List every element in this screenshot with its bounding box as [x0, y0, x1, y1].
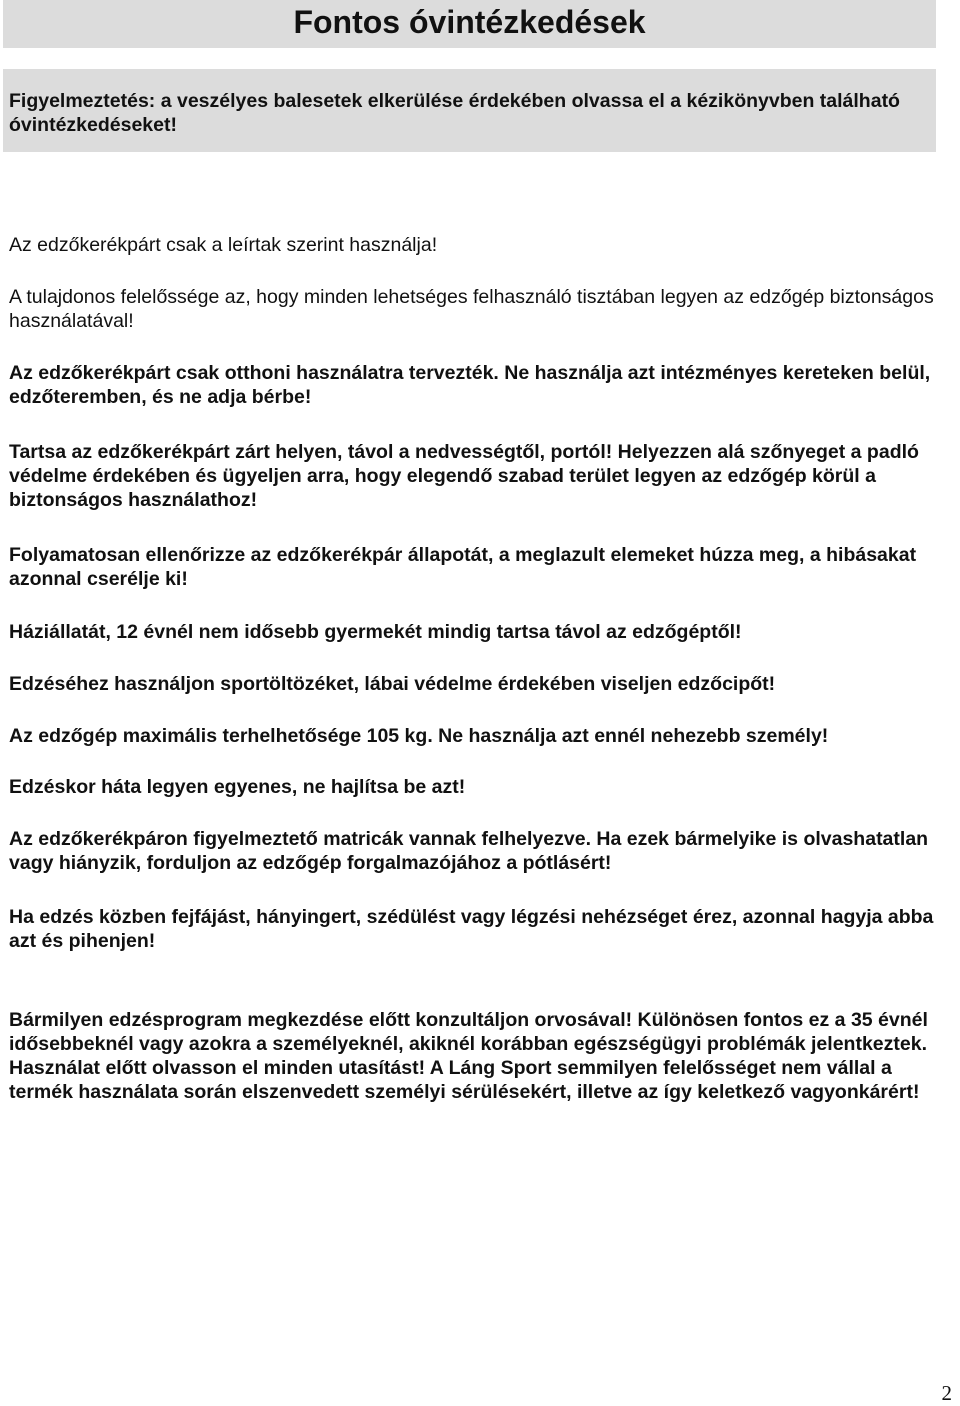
warning-banner — [3, 69, 936, 152]
paragraph-usage-instructions: Az edzőkerékpárt csak a leírtak szerint használja! — [9, 234, 438, 256]
paragraph-sportswear: Edzéséhez használjon sportöltözéket, lábai védelme érdekében viseljen edzőcipőt! — [9, 673, 776, 695]
paragraph-home-use-only: Az edzőkerékpárt csak otthoni használatra tervezték. Ne használja azt intézményes kereteken belül, edzőteremben, és ne adja bérbe! — [9, 362, 931, 408]
page-title: Fontos óvintézkedések — [293, 4, 646, 40]
paragraph-owner-responsibility: A tulajdonos felelőssége az, hogy minden lehetséges felhasználó tisztában legyen az edzőgép biztonságos használatával! — [9, 286, 934, 332]
paragraph-max-load: Az edzőgép maximális terhelhetősége 105 kg. Ne használja azt ennél nehezebb személy! — [9, 725, 829, 747]
warning-text: Figyelmeztetés: a veszélyes balesetek elkerülése érdekében olvassa el a kézikönyvben található óvintézkedéseket! — [9, 90, 900, 136]
title-banner — [3, 0, 936, 48]
paragraph-inspection: Folyamatosan ellenőrizze az edzőkerékpár állapotát, a meglazult elemeket húzza meg, a hibásakat azonnal cserélje ki! — [9, 544, 917, 590]
paragraph-warning-stickers: Az edzőkerékpáron figyelmeztető matricák vannak felhelyezve. Ha ezek bármelyike is olvashatatlan vagy hiányzik, forduljon az edzőgép forgalmazójához a pótlásért! — [9, 828, 929, 874]
page-number: 2 — [941, 1381, 952, 1405]
paragraph-stop-exercising: Ha edzés közben fejfájást, hányingert, szédülést vagy légzési nehézséget érez, azonnal hagyja abba azt és pihenjen! — [9, 906, 934, 952]
paragraph-storage: Tartsa az edzőkerékpárt zárt helyen, távol a nedvességtől, portól! Helyezzen alá szőnyeget a padló védelme érdekében és ügyeljen arra, hogy elegendő szabad terület legyen az edzőgép körül a biztonságos használathoz! — [9, 441, 919, 511]
paragraph-pets-children: Háziállatát, 12 évnél nem idősebb gyermekét mindig tartsa távol az edzőgéptől! — [9, 621, 742, 643]
paragraph-posture: Edzéskor háta legyen egyenes, ne hajlítsa be azt! — [9, 776, 466, 798]
paragraph-consult-doctor: Bármilyen edzésprogram megkezdése előtt konzultáljon orvosával! Különösen fontos ez a 35 évnél idősebbeknél vagy azokra a személyeknél, akiknél korábban egészségügyi problémák jelentkeztek. Használat előtt olvasson el minden utasítást! A Láng Sport semmilyen felelősséget nem vállal a termék használata során elszenvedett személyi sérülésekért, illetve az így keletkező vagyonkárért! — [9, 1009, 928, 1103]
